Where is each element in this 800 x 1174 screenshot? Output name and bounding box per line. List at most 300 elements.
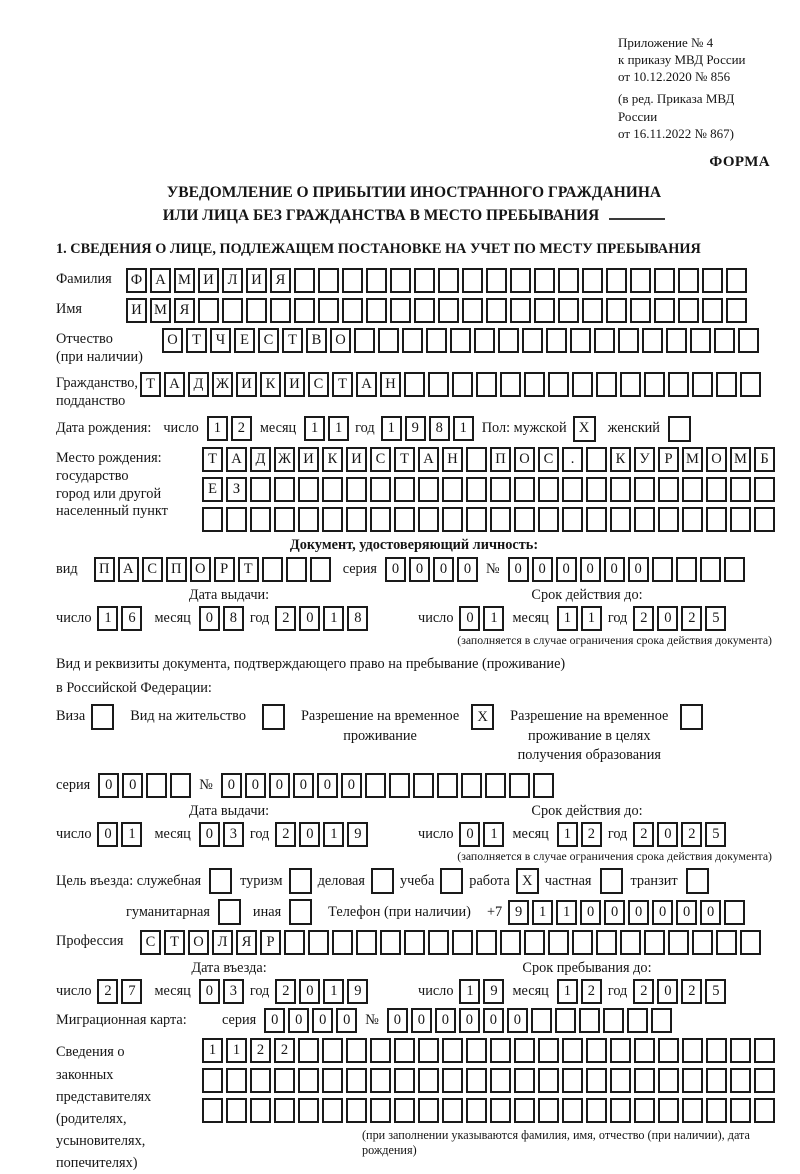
char-cell[interactable] <box>298 477 319 502</box>
char-cell[interactable] <box>209 868 232 894</box>
char-cell[interactable]: С <box>142 557 163 582</box>
char-cell[interactable] <box>678 268 699 293</box>
char-cell[interactable] <box>490 1098 511 1123</box>
char-cell[interactable] <box>442 1068 463 1093</box>
char-cell[interactable] <box>558 268 579 293</box>
char-cell[interactable] <box>706 1068 727 1093</box>
char-cell[interactable] <box>630 298 651 323</box>
char-cell[interactable]: К <box>322 447 343 472</box>
char-cell[interactable] <box>634 507 655 532</box>
char-cell[interactable]: Т <box>164 930 185 955</box>
char-cell[interactable] <box>226 1068 247 1093</box>
char-cell[interactable] <box>308 930 329 955</box>
char-cell[interactable]: Н <box>442 447 463 472</box>
char-cell[interactable] <box>452 372 473 397</box>
char-cell[interactable]: И <box>198 268 219 293</box>
char-cell[interactable] <box>562 477 583 502</box>
char-cell[interactable] <box>724 900 745 925</box>
char-cell[interactable] <box>658 1038 679 1063</box>
char-cell[interactable]: 1 <box>381 416 402 441</box>
char-cell[interactable]: 0 <box>317 773 338 798</box>
char-cell[interactable]: Ж <box>212 372 233 397</box>
char-cell[interactable] <box>413 773 434 798</box>
char-cell[interactable]: 0 <box>199 606 220 631</box>
char-cell[interactable] <box>354 328 375 353</box>
char-cell[interactable] <box>486 268 507 293</box>
char-cell[interactable] <box>404 930 425 955</box>
char-cell[interactable] <box>682 507 703 532</box>
char-cell[interactable] <box>490 1038 511 1063</box>
char-cell[interactable] <box>438 298 459 323</box>
char-cell[interactable] <box>246 298 267 323</box>
char-cell[interactable] <box>634 1068 655 1093</box>
char-cell[interactable]: А <box>150 268 171 293</box>
char-cell[interactable] <box>474 328 495 353</box>
char-cell[interactable] <box>572 930 593 955</box>
char-cell[interactable]: 1 <box>459 979 480 1004</box>
char-cell[interactable]: А <box>418 447 439 472</box>
char-cell[interactable] <box>596 930 617 955</box>
char-cell[interactable]: 1 <box>581 606 602 631</box>
char-cell[interactable]: 1 <box>226 1038 247 1063</box>
char-cell[interactable] <box>680 704 703 730</box>
char-cell[interactable] <box>418 507 439 532</box>
char-cell[interactable] <box>250 1098 271 1123</box>
char-cell[interactable] <box>346 477 367 502</box>
char-cell[interactable] <box>202 1068 223 1093</box>
char-cell[interactable] <box>342 268 363 293</box>
char-cell[interactable] <box>682 1068 703 1093</box>
char-cell[interactable] <box>510 298 531 323</box>
char-cell[interactable]: 6 <box>121 606 142 631</box>
char-cell[interactable] <box>668 416 691 442</box>
char-cell[interactable]: 9 <box>483 979 504 1004</box>
char-cell[interactable] <box>510 268 531 293</box>
char-cell[interactable] <box>442 507 463 532</box>
char-cell[interactable]: 0 <box>433 557 454 582</box>
char-cell[interactable] <box>289 868 312 894</box>
char-cell[interactable] <box>716 372 737 397</box>
char-cell[interactable]: 0 <box>221 773 242 798</box>
char-cell[interactable] <box>706 477 727 502</box>
char-cell[interactable]: 1 <box>323 822 344 847</box>
char-cell[interactable]: 7 <box>121 979 142 1004</box>
char-cell[interactable] <box>610 1068 631 1093</box>
char-cell[interactable] <box>579 1008 600 1033</box>
char-cell[interactable] <box>514 507 535 532</box>
char-cell[interactable] <box>582 298 603 323</box>
char-cell[interactable] <box>370 1068 391 1093</box>
char-cell[interactable]: 0 <box>700 900 721 925</box>
char-cell[interactable] <box>582 268 603 293</box>
char-cell[interactable] <box>686 868 709 894</box>
char-cell[interactable] <box>380 930 401 955</box>
char-cell[interactable] <box>548 372 569 397</box>
char-cell[interactable] <box>634 1098 655 1123</box>
char-cell[interactable] <box>450 328 471 353</box>
char-cell[interactable]: 2 <box>274 1038 295 1063</box>
char-cell[interactable]: 0 <box>97 822 118 847</box>
char-cell[interactable] <box>570 328 591 353</box>
char-cell[interactable] <box>466 507 487 532</box>
char-cell[interactable]: 1 <box>304 416 325 441</box>
char-cell[interactable] <box>418 477 439 502</box>
char-cell[interactable] <box>262 704 285 730</box>
char-cell[interactable] <box>466 477 487 502</box>
char-cell[interactable] <box>658 477 679 502</box>
char-cell[interactable] <box>658 1068 679 1093</box>
char-cell[interactable]: И <box>284 372 305 397</box>
char-cell[interactable] <box>555 1008 576 1033</box>
char-cell[interactable]: X <box>516 868 539 894</box>
char-cell[interactable] <box>714 328 735 353</box>
char-cell[interactable] <box>538 1098 559 1123</box>
char-cell[interactable] <box>442 1098 463 1123</box>
char-cell[interactable] <box>726 298 747 323</box>
char-cell[interactable] <box>428 372 449 397</box>
char-cell[interactable] <box>365 773 386 798</box>
char-cell[interactable]: 0 <box>122 773 143 798</box>
char-cell[interactable] <box>466 447 487 472</box>
char-cell[interactable] <box>346 1098 367 1123</box>
char-cell[interactable]: 2 <box>681 606 702 631</box>
char-cell[interactable]: 0 <box>299 979 320 1004</box>
char-cell[interactable] <box>620 372 641 397</box>
char-cell[interactable] <box>370 1038 391 1063</box>
char-cell[interactable]: 9 <box>347 979 368 1004</box>
char-cell[interactable] <box>700 557 721 582</box>
char-cell[interactable]: 0 <box>628 557 649 582</box>
char-cell[interactable] <box>596 372 617 397</box>
char-cell[interactable] <box>404 372 425 397</box>
char-cell[interactable]: 1 <box>483 822 504 847</box>
char-cell[interactable]: Т <box>202 447 223 472</box>
char-cell[interactable]: 8 <box>347 606 368 631</box>
char-cell[interactable] <box>658 1098 679 1123</box>
char-cell[interactable]: 0 <box>508 557 529 582</box>
char-cell[interactable]: X <box>471 704 494 730</box>
char-cell[interactable]: 9 <box>405 416 426 441</box>
char-cell[interactable]: 0 <box>411 1008 432 1033</box>
char-cell[interactable] <box>546 328 567 353</box>
char-cell[interactable]: Т <box>394 447 415 472</box>
char-cell[interactable]: 0 <box>604 900 625 925</box>
char-cell[interactable] <box>538 507 559 532</box>
char-cell[interactable] <box>389 773 410 798</box>
char-cell[interactable]: 1 <box>121 822 142 847</box>
char-cell[interactable]: 2 <box>581 822 602 847</box>
char-cell[interactable] <box>668 372 689 397</box>
char-cell[interactable] <box>442 1038 463 1063</box>
char-cell[interactable]: Е <box>202 477 223 502</box>
char-cell[interactable]: 2 <box>581 979 602 1004</box>
char-cell[interactable] <box>534 298 555 323</box>
char-cell[interactable] <box>618 328 639 353</box>
char-cell[interactable] <box>668 930 689 955</box>
char-cell[interactable]: М <box>150 298 171 323</box>
char-cell[interactable]: О <box>188 930 209 955</box>
char-cell[interactable]: И <box>346 447 367 472</box>
char-cell[interactable] <box>548 930 569 955</box>
char-cell[interactable] <box>754 1098 775 1123</box>
char-cell[interactable] <box>682 1038 703 1063</box>
char-cell[interactable] <box>730 1098 751 1123</box>
char-cell[interactable] <box>754 477 775 502</box>
char-cell[interactable] <box>452 930 473 955</box>
char-cell[interactable] <box>724 557 745 582</box>
char-cell[interactable] <box>730 507 751 532</box>
char-cell[interactable]: 9 <box>508 900 529 925</box>
char-cell[interactable]: 0 <box>580 557 601 582</box>
char-cell[interactable] <box>500 372 521 397</box>
char-cell[interactable]: 0 <box>199 979 220 1004</box>
char-cell[interactable] <box>414 268 435 293</box>
char-cell[interactable] <box>730 1038 751 1063</box>
char-cell[interactable] <box>586 1098 607 1123</box>
char-cell[interactable]: С <box>538 447 559 472</box>
char-cell[interactable]: А <box>118 557 139 582</box>
char-cell[interactable] <box>682 477 703 502</box>
char-cell[interactable] <box>322 1038 343 1063</box>
char-cell[interactable] <box>222 298 243 323</box>
char-cell[interactable] <box>394 1068 415 1093</box>
char-cell[interactable] <box>558 298 579 323</box>
char-cell[interactable] <box>274 1068 295 1093</box>
char-cell[interactable] <box>378 328 399 353</box>
char-cell[interactable] <box>462 268 483 293</box>
char-cell[interactable]: П <box>166 557 187 582</box>
char-cell[interactable] <box>610 477 631 502</box>
char-cell[interactable]: Л <box>222 268 243 293</box>
char-cell[interactable] <box>620 930 641 955</box>
char-cell[interactable] <box>490 477 511 502</box>
char-cell[interactable] <box>346 507 367 532</box>
char-cell[interactable] <box>610 1038 631 1063</box>
char-cell[interactable] <box>754 1038 775 1063</box>
char-cell[interactable]: Д <box>188 372 209 397</box>
char-cell[interactable] <box>370 477 391 502</box>
char-cell[interactable]: 0 <box>435 1008 456 1033</box>
char-cell[interactable]: П <box>490 447 511 472</box>
char-cell[interactable] <box>198 298 219 323</box>
char-cell[interactable]: 8 <box>223 606 244 631</box>
char-cell[interactable]: 0 <box>604 557 625 582</box>
char-cell[interactable]: 5 <box>705 822 726 847</box>
char-cell[interactable] <box>289 899 312 925</box>
char-cell[interactable] <box>490 1068 511 1093</box>
char-cell[interactable]: 2 <box>681 822 702 847</box>
char-cell[interactable]: 1 <box>323 606 344 631</box>
char-cell[interactable] <box>651 1008 672 1033</box>
char-cell[interactable]: Т <box>186 328 207 353</box>
char-cell[interactable]: С <box>370 447 391 472</box>
char-cell[interactable] <box>346 1068 367 1093</box>
char-cell[interactable]: С <box>140 930 161 955</box>
char-cell[interactable] <box>509 773 530 798</box>
char-cell[interactable]: 0 <box>387 1008 408 1033</box>
char-cell[interactable] <box>322 1098 343 1123</box>
char-cell[interactable] <box>170 773 191 798</box>
char-cell[interactable] <box>250 477 271 502</box>
char-cell[interactable]: А <box>164 372 185 397</box>
char-cell[interactable]: 3 <box>223 822 244 847</box>
char-cell[interactable] <box>500 930 521 955</box>
char-cell[interactable]: 0 <box>580 900 601 925</box>
char-cell[interactable] <box>627 1008 648 1033</box>
char-cell[interactable]: 1 <box>557 822 578 847</box>
char-cell[interactable] <box>274 507 295 532</box>
char-cell[interactable] <box>226 507 247 532</box>
char-cell[interactable] <box>586 1038 607 1063</box>
char-cell[interactable] <box>524 930 545 955</box>
char-cell[interactable] <box>692 372 713 397</box>
char-cell[interactable] <box>394 507 415 532</box>
char-cell[interactable]: 0 <box>483 1008 504 1033</box>
char-cell[interactable] <box>202 507 223 532</box>
char-cell[interactable] <box>654 268 675 293</box>
char-cell[interactable] <box>740 372 761 397</box>
char-cell[interactable]: 0 <box>457 557 478 582</box>
char-cell[interactable]: Я <box>236 930 257 955</box>
char-cell[interactable] <box>442 477 463 502</box>
char-cell[interactable] <box>461 773 482 798</box>
char-cell[interactable]: Б <box>754 447 775 472</box>
char-cell[interactable] <box>318 298 339 323</box>
char-cell[interactable] <box>572 372 593 397</box>
char-cell[interactable] <box>716 930 737 955</box>
char-cell[interactable] <box>462 298 483 323</box>
char-cell[interactable] <box>644 930 665 955</box>
char-cell[interactable]: М <box>682 447 703 472</box>
char-cell[interactable] <box>654 298 675 323</box>
char-cell[interactable]: 0 <box>293 773 314 798</box>
char-cell[interactable]: 0 <box>676 900 697 925</box>
char-cell[interactable] <box>356 930 377 955</box>
char-cell[interactable] <box>642 328 663 353</box>
char-cell[interactable] <box>322 1068 343 1093</box>
char-cell[interactable] <box>603 1008 624 1033</box>
char-cell[interactable]: 0 <box>199 822 220 847</box>
char-cell[interactable] <box>218 899 241 925</box>
char-cell[interactable] <box>418 1038 439 1063</box>
char-cell[interactable] <box>274 1098 295 1123</box>
char-cell[interactable] <box>610 507 631 532</box>
char-cell[interactable]: Н <box>380 372 401 397</box>
char-cell[interactable]: 1 <box>207 416 228 441</box>
char-cell[interactable] <box>466 1068 487 1093</box>
char-cell[interactable]: 0 <box>269 773 290 798</box>
char-cell[interactable] <box>562 1068 583 1093</box>
char-cell[interactable]: 0 <box>459 1008 480 1033</box>
char-cell[interactable] <box>294 268 315 293</box>
char-cell[interactable]: 1 <box>557 979 578 1004</box>
char-cell[interactable]: У <box>634 447 655 472</box>
char-cell[interactable]: Т <box>238 557 259 582</box>
char-cell[interactable]: 0 <box>657 606 678 631</box>
char-cell[interactable]: 0 <box>652 900 673 925</box>
char-cell[interactable]: Е <box>234 328 255 353</box>
char-cell[interactable] <box>428 930 449 955</box>
char-cell[interactable] <box>91 704 114 730</box>
char-cell[interactable]: Д <box>250 447 271 472</box>
char-cell[interactable] <box>726 268 747 293</box>
char-cell[interactable] <box>666 328 687 353</box>
char-cell[interactable] <box>658 507 679 532</box>
char-cell[interactable] <box>514 1098 535 1123</box>
char-cell[interactable] <box>146 773 167 798</box>
char-cell[interactable]: Ч <box>210 328 231 353</box>
char-cell[interactable] <box>606 268 627 293</box>
char-cell[interactable]: 0 <box>657 822 678 847</box>
char-cell[interactable]: 1 <box>453 416 474 441</box>
char-cell[interactable]: Т <box>332 372 353 397</box>
char-cell[interactable]: Р <box>658 447 679 472</box>
char-cell[interactable]: 8 <box>429 416 450 441</box>
char-cell[interactable]: К <box>610 447 631 472</box>
char-cell[interactable]: 0 <box>341 773 362 798</box>
char-cell[interactable]: 5 <box>705 979 726 1004</box>
char-cell[interactable]: 0 <box>299 822 320 847</box>
char-cell[interactable] <box>538 1038 559 1063</box>
char-cell[interactable]: 0 <box>532 557 553 582</box>
char-cell[interactable]: 9 <box>347 822 368 847</box>
char-cell[interactable] <box>418 1068 439 1093</box>
char-cell[interactable] <box>514 1038 535 1063</box>
char-cell[interactable] <box>634 477 655 502</box>
char-cell[interactable] <box>678 298 699 323</box>
char-cell[interactable] <box>298 1068 319 1093</box>
char-cell[interactable] <box>562 1038 583 1063</box>
char-cell[interactable] <box>606 298 627 323</box>
char-cell[interactable]: О <box>162 328 183 353</box>
char-cell[interactable]: 0 <box>628 900 649 925</box>
char-cell[interactable]: 0 <box>556 557 577 582</box>
char-cell[interactable]: 2 <box>275 979 296 1004</box>
char-cell[interactable] <box>284 930 305 955</box>
char-cell[interactable] <box>514 1068 535 1093</box>
char-cell[interactable] <box>202 1098 223 1123</box>
char-cell[interactable] <box>394 1098 415 1123</box>
char-cell[interactable]: 0 <box>459 822 480 847</box>
char-cell[interactable]: С <box>258 328 279 353</box>
char-cell[interactable] <box>294 298 315 323</box>
char-cell[interactable] <box>332 930 353 955</box>
char-cell[interactable] <box>594 328 615 353</box>
char-cell[interactable]: 0 <box>409 557 430 582</box>
char-cell[interactable]: Т <box>140 372 161 397</box>
char-cell[interactable] <box>586 477 607 502</box>
char-cell[interactable]: 1 <box>328 416 349 441</box>
char-cell[interactable] <box>586 447 607 472</box>
char-cell[interactable]: З <box>226 477 247 502</box>
char-cell[interactable]: 2 <box>681 979 702 1004</box>
char-cell[interactable]: 2 <box>633 606 654 631</box>
char-cell[interactable] <box>676 557 697 582</box>
char-cell[interactable] <box>682 1098 703 1123</box>
char-cell[interactable]: 1 <box>202 1038 223 1063</box>
char-cell[interactable]: А <box>226 447 247 472</box>
char-cell[interactable]: Т <box>282 328 303 353</box>
char-cell[interactable]: 2 <box>275 606 296 631</box>
char-cell[interactable]: П <box>94 557 115 582</box>
char-cell[interactable]: 5 <box>705 606 726 631</box>
char-cell[interactable]: О <box>706 447 727 472</box>
char-cell[interactable] <box>476 930 497 955</box>
char-cell[interactable] <box>531 1008 552 1033</box>
char-cell[interactable]: 0 <box>385 557 406 582</box>
char-cell[interactable]: 0 <box>657 979 678 1004</box>
char-cell[interactable] <box>270 298 291 323</box>
